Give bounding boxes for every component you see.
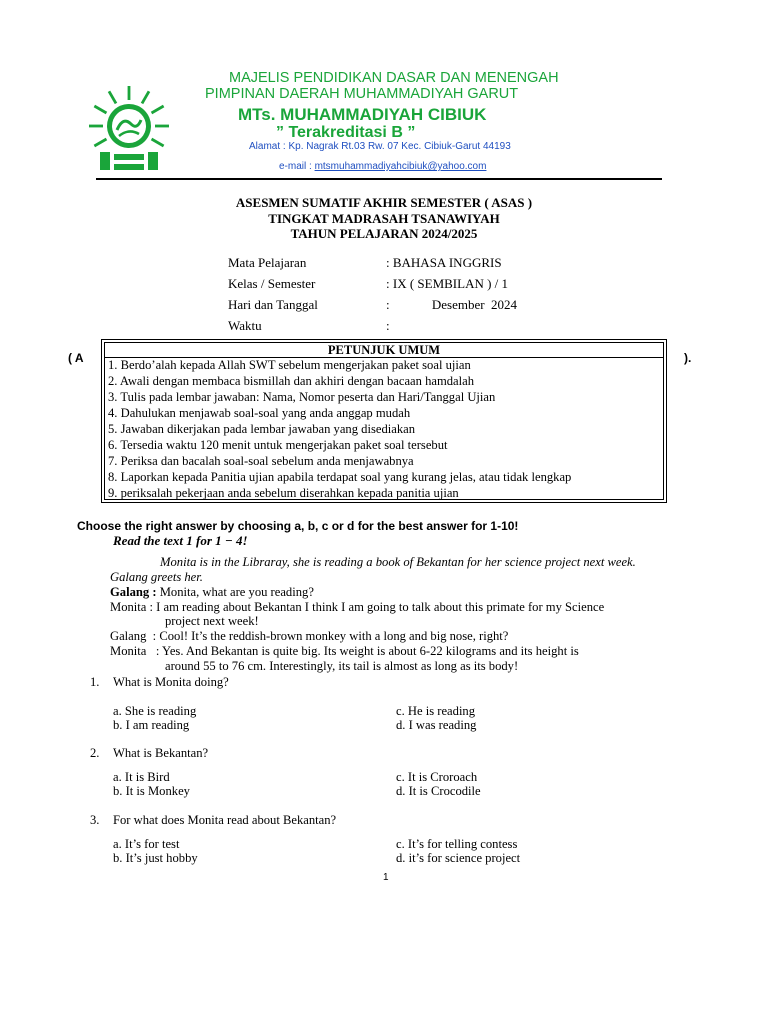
read-text-heading: Read the text 1 for 1 − 4! bbox=[113, 533, 248, 548]
dialogue-line bbox=[110, 644, 579, 659]
dialogue-line: around 55 to 76 cm. Interestingly, its tail is almost as long as its body! bbox=[165, 659, 519, 673]
header-line-1: MAJELIS PENDIDIKAN DASAR DAN MENENGAH bbox=[229, 70, 559, 86]
dialogue-line bbox=[110, 600, 604, 615]
instruction-item: 1. Berdo’alah kepada Allah SWT sebelum mengerjakan paket soal ujian bbox=[108, 358, 471, 372]
instruction-item: 2. Awali dengan membaca bismillah dan akhiri dengan bacaan hamdalah bbox=[108, 374, 475, 388]
question-number: 3. bbox=[90, 813, 100, 827]
accreditation: ” Terakreditasi B ” bbox=[276, 124, 416, 141]
dialogue-line bbox=[110, 585, 314, 600]
general-instructions-inner bbox=[104, 342, 664, 500]
instruction-item: 8. Laporkan kepada Panitia ujian apabila terdapat soal yang kurang jelas, atau tidak lengkap bbox=[108, 470, 572, 484]
option-d: d. it’s for science project bbox=[396, 851, 521, 865]
email-label: e-mail : bbox=[279, 161, 315, 172]
muhammadiyah-logo bbox=[86, 86, 172, 172]
dialogue-line bbox=[110, 629, 508, 644]
school-address: Alamat : Kp. Nagrak Rt.03 Rw. 07 Kec. Cibiuk-Garut 44193 bbox=[249, 141, 511, 152]
option-a: a. It is Bird bbox=[113, 770, 170, 784]
passage-intro: Monita is in the Libraray, she is reading a book of Bekantan for her science project next week. bbox=[160, 555, 636, 569]
exam-title-2: TINGKAT MADRASAH TSANAWIYAH bbox=[268, 211, 500, 226]
speaker: Galang : bbox=[110, 629, 157, 643]
instruction-item: 6. Tersedia waktu 120 menit untuk mengerjakan paket soal tersebut bbox=[108, 438, 448, 452]
option-a: a. It’s for test bbox=[113, 837, 180, 851]
dialogue-text: I am reading about Bekantan I think I am going to talk about this primate for my Science bbox=[153, 600, 605, 614]
option-b: b. I am reading bbox=[113, 718, 190, 732]
option-c: c. He is reading bbox=[396, 704, 476, 718]
speaker: Monita : bbox=[110, 600, 154, 614]
header-line-2: PIMPINAN DAERAH MUHAMMADIYAH GARUT bbox=[205, 86, 519, 102]
option-d: d. It is Crocodile bbox=[396, 784, 481, 798]
page-number: 1 bbox=[383, 872, 389, 883]
question-text: What is Bekantan? bbox=[113, 746, 209, 760]
option-a: a. She is reading bbox=[113, 704, 197, 718]
question-text: For what does Monita read about Bekantan? bbox=[113, 813, 337, 827]
email-link[interactable]: mtsmuhammadiyahcibiuk@yahoo.com bbox=[314, 161, 487, 172]
option-b: b. It is Monkey bbox=[113, 784, 190, 798]
instruction-item: 4. Dahulukan menjawab soal-soal yang anda anggap mudah bbox=[108, 406, 411, 420]
info-value-class: : IX ( SEMBILAN ) / 1 bbox=[386, 276, 509, 291]
instruction-item: 9. periksalah pekerjaan anda sebelum diserahkan kepada panitia ujian bbox=[108, 486, 459, 500]
dialogue-text: Monita, what are you reading? bbox=[156, 585, 314, 599]
exam-title-3: TAHUN PELAJARAN 2024/2025 bbox=[290, 226, 478, 241]
question-number: 1. bbox=[90, 675, 100, 689]
info-label-class: Kelas / Semester bbox=[228, 276, 316, 291]
info-label-subject: Mata Pelajaran bbox=[228, 255, 307, 270]
instruction-item: 3. Tulis pada lembar jawaban: Nama, Nomor peserta dan Hari/Tanggal Ujian bbox=[108, 390, 496, 404]
option-b: b. It’s just hobby bbox=[113, 851, 198, 865]
option-d: d. I was reading bbox=[396, 718, 477, 732]
side-text-right: ). bbox=[684, 351, 692, 365]
dialogue-text: Cool! It’s the reddish-brown monkey with a long and big nose, right? bbox=[156, 629, 509, 643]
dialogue-text: Yes. And Bekantan is quite big. Its weight is about 6-22 kilograms and its height is bbox=[159, 644, 579, 658]
answer-instruction: Choose the right answer by choosing a, b, c or d for the best answer for 1-10! bbox=[77, 519, 519, 533]
header-divider bbox=[96, 178, 662, 180]
exam-title-1: ASESMEN SUMATIF AKHIR SEMESTER ( ASAS ) bbox=[235, 195, 533, 210]
option-c: c. It’s for telling contess bbox=[396, 837, 518, 851]
info-value-date: : Desember 2024 bbox=[386, 297, 518, 312]
info-label-time: Waktu bbox=[228, 318, 262, 333]
dialogue-line: project next week! bbox=[165, 614, 259, 628]
question-number: 2. bbox=[90, 746, 100, 760]
question-text: What is Monita doing? bbox=[113, 675, 229, 689]
passage-intro: Galang greets her. bbox=[110, 570, 203, 584]
general-instructions-box bbox=[101, 339, 667, 503]
instruction-item: 5. Jawaban dikerjakan pada lembar jawaban yang disediakan bbox=[108, 422, 416, 436]
general-instructions-title: PETUNJUK UMUM bbox=[105, 343, 663, 358]
option-c: c. It is Croroach bbox=[396, 770, 478, 784]
info-value-time: : bbox=[386, 318, 390, 333]
side-text-left: ( A bbox=[68, 351, 84, 365]
speaker: Galang : bbox=[110, 585, 157, 599]
instruction-item: 7. Periksa dan bacalah soal-soal sebelum anda menjawabnya bbox=[108, 454, 414, 468]
info-value-subject: : BAHASA INGGRIS bbox=[386, 255, 502, 270]
speaker: Monita : bbox=[110, 644, 160, 658]
school-name: MTs. MUHAMMADIYAH CIBIUK bbox=[238, 105, 487, 124]
email-line bbox=[279, 161, 486, 172]
info-label-date: Hari dan Tanggal bbox=[228, 297, 318, 312]
